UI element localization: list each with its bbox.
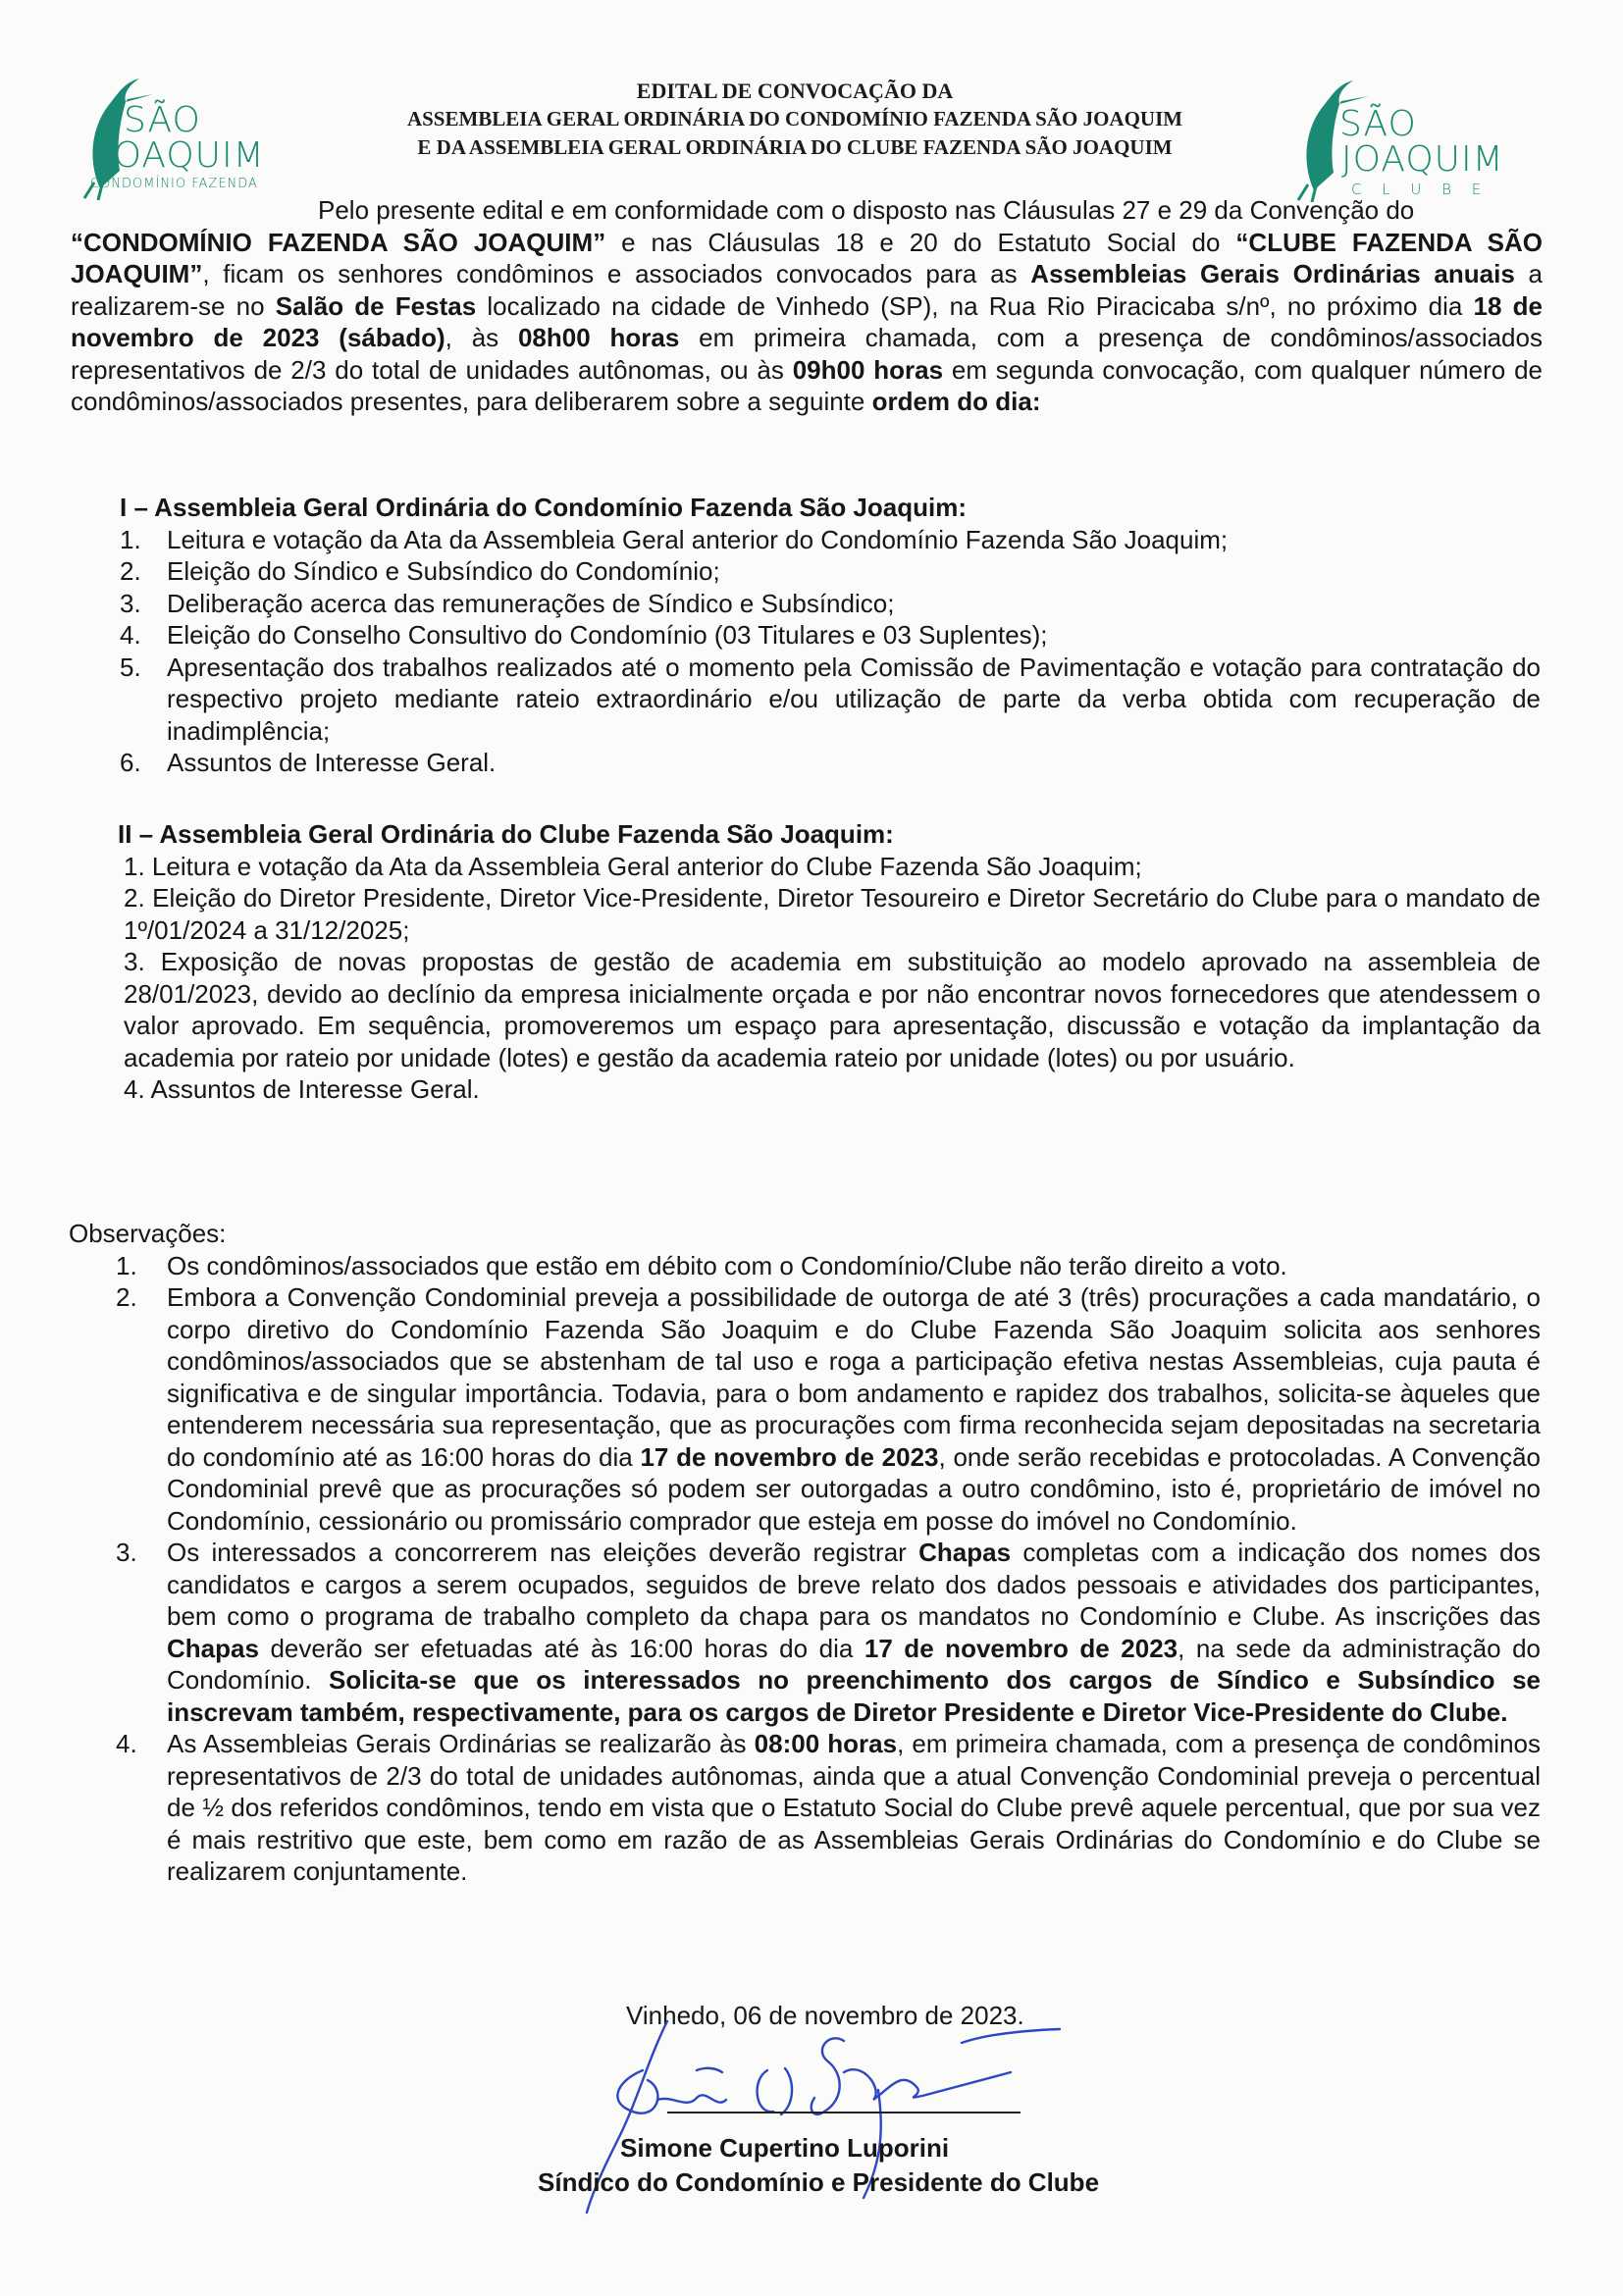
intro-text: localizado na cidade de Vinhedo (SP), na Rua Rio Piracicaba s/nº, no próximo dia xyxy=(476,290,1474,321)
list-item xyxy=(116,1728,1541,1888)
intro-text: a realizarem-se no xyxy=(71,259,1543,321)
edital-heading xyxy=(294,77,1295,162)
registration-deadline: 17 de novembro de 2023 xyxy=(864,1633,1178,1663)
item-number: 2. xyxy=(124,883,145,913)
intro-paragraph xyxy=(71,194,1543,418)
logo-left-line1: SÃO xyxy=(124,100,201,140)
logo-left-sub: CONDOMÍNIO FAZENDA xyxy=(90,177,258,191)
heading-line-2: ASSEMBLEIA GERAL ORDINÁRIA DO CONDOMÍNIO FAZENDA SÃO JOAQUIM xyxy=(406,107,1183,130)
item-text: , na sede da administração do Condomínio. xyxy=(167,1633,1542,1695)
chapas-label: Chapas xyxy=(918,1538,1012,1567)
candidacy-request: Solicita-se que os interessados no preenchimento dos cargos de Síndico e Subsíndico se inscrevam também, respectivamente, para os cargos de Diretor Presidente e Diretor Vice-Presidente do Clube. xyxy=(167,1665,1541,1727)
item-text: Os interessados a concorrerem nas eleições deverão registrar xyxy=(167,1538,919,1567)
item-number: 3. xyxy=(120,588,141,618)
item-number: 4. xyxy=(116,1729,137,1758)
item-text: completas com a indicação dos nomes dos candidatos e cargos a serem ocupados, seguidos de breve relato dos dados pessoais e atividades dos participantes, bem como o programa de trabalho completo da chapa para os mandatos no Condomínio e Clube. As inscrições das xyxy=(167,1538,1542,1631)
second-call-time: 09h00 horas xyxy=(792,354,944,385)
item-text: Assuntos de Interesse Geral. xyxy=(150,1074,480,1104)
list-item xyxy=(116,1537,1541,1728)
observations-title: Observações: xyxy=(69,1219,227,1248)
list-item xyxy=(116,1073,1541,1106)
venue-label: Salão de Festas xyxy=(275,290,477,321)
item-number: 3. xyxy=(116,1538,137,1567)
assembly-time: 08:00 horas xyxy=(754,1729,898,1758)
item-number: 4. xyxy=(124,1074,145,1104)
item-number: 2. xyxy=(120,556,141,586)
proxy-deadline: 17 de novembro de 2023 xyxy=(640,1441,939,1472)
condominio-name: “CONDOMÍNIO FAZENDA SÃO JOAQUIM” xyxy=(71,227,606,257)
list-item xyxy=(116,851,1541,883)
heading-line-1: EDITAL DE CONVOCAÇÃO DA xyxy=(636,78,954,103)
item-text: , em primeira chamada, com a presença de condôminos representativos de 2/3 do total de unidades autônomas, ainda que a atual Convenção Condominial preveja o percentual de ½ dos referidos condôminos, tendo em vista que o Estatuto Social do Clube prevê aquele percentual, que por sua vez é mais restritivo que este, bem como em razão de as Assembleias Gerais Ordinárias do Condomínio e do Clube se realizarem conjuntamente. xyxy=(167,1729,1541,1886)
list-item xyxy=(116,747,1541,779)
clube-name: “CLUBE FAZENDA SÃO JOAQUIM” xyxy=(71,227,1544,288)
item-text: , onde serão recebidas e protocoladas. A Convenção Condominial prevê que as procurações só podem ser outorgadas a outro condômino, isto é, proprietário de imóvel no Condomínio, cessionário ou promissário comprador que esteja em posse do imóvel no Condomínio. xyxy=(167,1441,1541,1536)
item-text: Exposição de novas propostas de gestão de academia em substituição ao modelo aprovado na assembleia de 28/01/2023, devido ao declínio da empresa inicialmente orçada e por não encontrar novos fornecedores que atendessem o valor aprovado. Em sequência, promoveremos um espaço para apresentação, discussão e votação da implantação da academia por rateio por unidade (lotes) e gestão da academia rateio por unidade (lotes) ou por usuário. xyxy=(124,947,1541,1072)
logo-right-sub: C L U B E xyxy=(1351,181,1490,198)
meeting-date: 18 de novembro de 2023 (sábado) xyxy=(71,290,1543,352)
intro-text: em primeira chamada, com a presença de condôminos/associados representativos de 2/3 do total de unidades autônomas, ou às xyxy=(71,323,1543,385)
place-and-date: Vinhedo, 06 de novembro de 2023. xyxy=(626,2001,1024,2030)
logo-right-line2: JOAQUIM xyxy=(1341,139,1504,180)
logo-left-line2: JOAQUIM xyxy=(102,135,265,176)
item-number: 6. xyxy=(120,748,141,777)
item-text: Leitura e votação da Ata da Assembleia Geral anterior do Condomínio Fazenda São Joaquim; xyxy=(167,524,1229,554)
intro-first-line: Pelo presente edital e em conformidade com o disposto nas Cláusulas 27 e 29 da Convenção do xyxy=(318,195,1415,225)
intro-text: , ficam os senhores condôminos e associados convocados para as xyxy=(202,259,1031,288)
logo-right-line1: SÃO xyxy=(1339,104,1417,144)
first-call-time: 08h00 horas xyxy=(517,323,680,352)
intro-text: em segunda convocação, com qualquer número de condôminos/associados presentes, para deliberarem sobre a seguinte xyxy=(71,354,1543,416)
item-text: Eleição do Síndico e Subsíndico do Condomínio; xyxy=(167,556,720,586)
item-number: 4. xyxy=(120,620,141,650)
condominio-logo xyxy=(80,73,306,200)
observations xyxy=(69,1218,1541,1888)
item-number: 2. xyxy=(116,1282,137,1312)
observations-list xyxy=(116,1250,1541,1888)
item-text: Os condôminos/associados que estão em débito com o Condomínio/Clube não terão direito a voto. xyxy=(167,1250,1287,1280)
heading-line-3: E DA ASSEMBLEIA GERAL ORDINÁRIA DO CLUBE FAZENDA SÃO JOAQUIM xyxy=(417,135,1173,159)
list-item xyxy=(116,652,1541,748)
item-number: 1. xyxy=(120,524,141,554)
agenda-label: ordem do dia: xyxy=(871,387,1041,416)
item-number: 1. xyxy=(116,1250,137,1280)
section-2-list xyxy=(116,851,1541,1106)
item-text: deverão ser efetuadas até às 16:00 horas do dia xyxy=(258,1633,864,1663)
section-condominio xyxy=(116,492,1541,779)
section-2-title: II – Assembleia Geral Ordinária do Clube Fazenda São Joaquim: xyxy=(118,819,894,849)
section-clube xyxy=(116,818,1541,1106)
chapas-label: Chapas xyxy=(167,1633,259,1663)
list-item xyxy=(116,588,1541,620)
list-item xyxy=(116,882,1541,946)
item-text: Eleição do Conselho Consultivo do Condomínio (03 Titulares e 03 Suplentes); xyxy=(167,620,1048,650)
item-number: 5. xyxy=(120,652,141,682)
clube-logo xyxy=(1290,75,1536,202)
list-item xyxy=(116,524,1541,556)
list-item xyxy=(116,946,1541,1073)
section-1-list xyxy=(116,524,1541,779)
signer-role: Síndico do Condomínio e Presidente do Clube xyxy=(538,2167,1100,2197)
item-text: Embora a Convenção Condominial preveja a possibilidade de outorga de até 3 (três) procurações a cada mandatário, o corpo diretivo do Condomínio Fazenda São Joaquim e do Clube Fazenda São Joaquim solicita aos senhores condôminos/associados que se abstenham de tal uso e roga a participação efetiva nestas Assembleias, cuja pauta é significativa e de singular importância. Todavia, para o bom andamento e rapidez dos trabalhos, solicita-se àqueles que entenderem necessária sua representação, que as procurações com firma reconhecida sejam depositadas na secretaria do condomínio até as 16:00 horas do dia xyxy=(167,1282,1541,1472)
item-text: Apresentação dos trabalhos realizados até o momento pela Comissão de Pavimentação e votação para contratação do respectivo projeto mediante rateio extraordinário e/ou utilização de parte da verba obtida com recuperação de inadimplência; xyxy=(167,652,1541,746)
item-text: As Assembleias Gerais Ordinárias se realizarão às xyxy=(167,1729,755,1758)
item-number: 1. xyxy=(124,851,145,881)
signer-name: Simone Cupertino Luporini xyxy=(620,2133,950,2163)
intro-text: , às xyxy=(445,323,518,352)
item-number: 3. xyxy=(124,947,145,976)
intro-text: e nas Cláusulas 18 e 20 do Estatuto Social do xyxy=(605,227,1236,257)
item-text: Eleição do Diretor Presidente, Diretor Vice-Presidente, Diretor Tesoureiro e Diretor Secretário do Clube para o mandato de 1º/01/2024 a 31/12/2025; xyxy=(124,883,1541,945)
assemblies-label: Assembleias Gerais Ordinárias anuais xyxy=(1030,259,1515,288)
item-text: Assuntos de Interesse Geral. xyxy=(167,748,497,777)
section-1-title: I – Assembleia Geral Ordinária do Condomínio Fazenda São Joaquim: xyxy=(120,493,968,522)
list-item xyxy=(116,1281,1541,1537)
item-text: Leitura e votação da Ata da Assembleia Geral anterior do Clube Fazenda São Joaquim; xyxy=(151,851,1142,881)
list-item xyxy=(116,1250,1541,1282)
list-item xyxy=(116,619,1541,652)
item-text: Deliberação acerca das remunerações de Síndico e Subsíndico; xyxy=(167,588,895,618)
list-item xyxy=(116,555,1541,588)
signature-line xyxy=(667,2112,1021,2113)
